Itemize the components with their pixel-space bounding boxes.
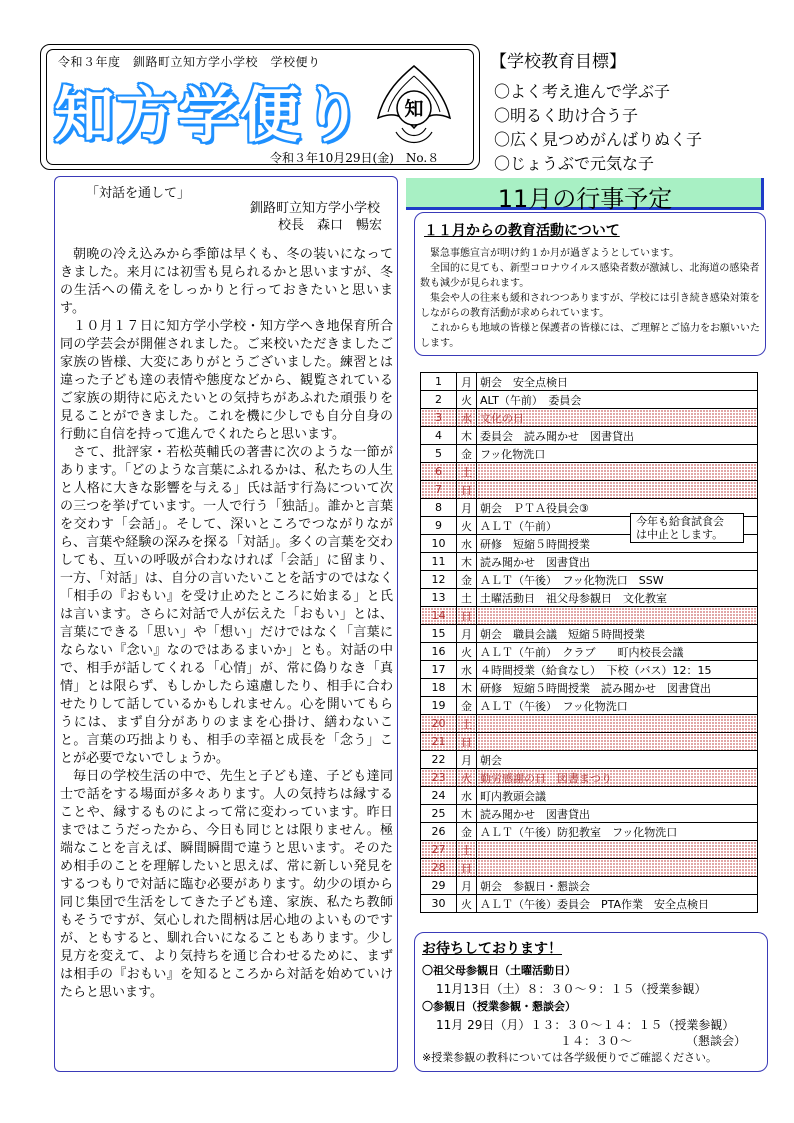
goals-title: 【学校教育目標】	[490, 52, 626, 72]
schedule-weekday: 日	[457, 481, 477, 499]
schedule-day: 8	[421, 499, 457, 517]
schedule-day: 22	[421, 751, 457, 769]
schedule-row	[421, 553, 758, 571]
schedule-event: ＡＬＴ（午後）防犯教室 フッ化物洗口	[477, 823, 758, 841]
schedule-weekday: 火	[457, 391, 477, 409]
schedule-weekday: 土	[457, 841, 477, 859]
schedule-day: 27	[421, 841, 457, 859]
schedule-event: 町内教頭会議	[477, 787, 758, 805]
education-body	[420, 246, 762, 351]
schedule-weekday: 日	[457, 607, 477, 625]
article-body	[60, 246, 393, 1002]
schedule-event: 委員会 読み聞かせ 図書貸出	[477, 427, 758, 445]
notice-item2-line2: １４：３０～ （懇談会）	[560, 1034, 747, 1048]
schedule-row	[421, 625, 758, 643]
schedule-day: 9	[421, 517, 457, 535]
schedule-day: 28	[421, 859, 457, 877]
notice-item2-title: 〇参観日（授業参観・懇談会）	[422, 1000, 576, 1013]
goals-list	[494, 80, 702, 176]
schedule-row	[421, 607, 758, 625]
schedule-event	[477, 859, 758, 877]
schedule-event: 朝会 職員会議 短縮５時間授業	[477, 625, 758, 643]
schedule-event: ＡＬＴ（午前） クラブ 町内校長会議	[477, 643, 758, 661]
schedule-row	[421, 463, 758, 481]
schedule-row	[421, 589, 758, 607]
schedule-row	[421, 787, 758, 805]
education-title: １１月からの教育活動について	[424, 223, 620, 239]
schedule-weekday: 火	[457, 517, 477, 535]
article-title: 「対話を通して」	[86, 186, 191, 201]
schedule-row	[421, 427, 758, 445]
schedule-row	[421, 391, 758, 409]
schedule-row	[421, 697, 758, 715]
schedule-row	[421, 805, 758, 823]
schedule-event: 研修 短縮５時間授業 読み聞かせ 図書貸出	[477, 679, 758, 697]
article-paragraph: さて、批評家・若松英輔氏の著書に次のような一節があります。「どのような言葉にふれるかは、私たちの人生と人格に大きな影響を与える」氏は話す行為について次の三つを挙げています。一人で行う「独話」。誰かと言葉を交わす「会話」。そして、深いところでつながりながら、言葉や経験の深みを探る「対話」。多くの言葉を交わしても、互いの呼吸が合わなければ「会話」に留まり、一方、「対話」は、自分の言いたいことを話すのではなく「相手の『おもい』を受け止めたところに始まる」と氏は言います。さらに対話で人が伝えた「おもい」とは、言葉にできる「思い」や「想い」だけではなく「言葉にならない『念い』なのではあるまいか」とも。対話の中で、相手が話してくれる「心情」が、常に偽りなき「真情」とは限らず、もしかしたら遠慮したり、相手に合わせたりして話しているかもしれません。心を開いてもらうには、まず自分がありのままを心掛け、繕わないこと。言葉の巧拙よりも、相手の幸福と成長を「念う」ことが必要でないでしょうか。	[60, 445, 393, 766]
schedule-day: 26	[421, 823, 457, 841]
schedule-weekday: 木	[457, 805, 477, 823]
schedule-weekday: 水	[457, 535, 477, 553]
schedule-weekday: 木	[457, 553, 477, 571]
goal-item: 〇明るく助け合う子	[494, 106, 639, 125]
schedule-event: ＡＬＴ（午前）	[477, 517, 758, 535]
schedule-row	[421, 481, 758, 499]
schedule-event: フッ化物洗口	[477, 445, 758, 463]
schedule-day: 20	[421, 715, 457, 733]
schedule-day: 5	[421, 445, 457, 463]
schedule-weekday: 月	[457, 625, 477, 643]
schedule-row	[421, 445, 758, 463]
schedule-event	[477, 715, 758, 733]
schedule-row	[421, 895, 758, 913]
schedule-day: 15	[421, 625, 457, 643]
notice-item1-detail: 11月13日（土）８：３０～９：１５（授業参観）	[436, 982, 707, 996]
schedule-row	[421, 409, 758, 427]
schedule-weekday: 月	[457, 751, 477, 769]
schedule-day: 19	[421, 697, 457, 715]
schedule-day: 17	[421, 661, 457, 679]
schedule-day: 21	[421, 733, 457, 751]
schedule-day: 10	[421, 535, 457, 553]
goal-item: 〇よく考え進んで学ぶ子	[494, 82, 671, 101]
article-author: 校長 森口 暢宏	[278, 218, 383, 233]
notice-title: お待ちしております！	[422, 941, 562, 957]
newsletter-title: 知方学便り	[54, 81, 364, 151]
schedule-day: 13	[421, 589, 457, 607]
schedule-row	[421, 751, 758, 769]
article-school: 釧路町立知方学小学校	[250, 201, 381, 216]
notice-item1-title: 〇祖父母参観日（土曜活動日）	[422, 964, 576, 977]
schedule-row	[421, 733, 758, 751]
schedule-event: 朝会 参観日・懇談会	[477, 877, 758, 895]
schedule-row	[421, 373, 758, 391]
schedule-weekday: 火	[457, 895, 477, 913]
schedule-event: ALT（午前） 委員会	[477, 391, 758, 409]
education-paragraph: 全国的に見ても、新型コロナウイルス感染者数が激減し、北海道の感染者数も減少が見られます。	[420, 263, 760, 289]
schedule-event: 読み聞かせ 図書貸出	[477, 553, 758, 571]
schedule-row	[421, 679, 758, 697]
schedule-event: 土曜活動日 祖父母参観日 文化教室	[477, 589, 758, 607]
schedule-event	[477, 481, 758, 499]
schedule-weekday: 土	[457, 715, 477, 733]
schedule-weekday: 木	[457, 679, 477, 697]
schedule-weekday: 金	[457, 823, 477, 841]
goal-item: 〇広く見つめがんばりぬく子	[494, 130, 703, 149]
lunch-tasting-note	[630, 513, 744, 543]
schedule-event: 朝会	[477, 751, 758, 769]
schedule-day: 3	[421, 409, 457, 427]
schedule-banner-text: 11月の行事予定	[497, 185, 673, 213]
article-paragraph: １０月１７日に知方学小学校・知方学へき地保育所合同の学芸会が開催されました。ご来校いただきましたご家族の皆様、大変にありがとうございました。練習とは違った子ども達の表情や態度などから、観覧されているご家族の期待に応えたいとの気持ちがあふれた頑張りを見ることができました。これを機に少しでも自分自身の行動に自信を持って進んでくれたらと思います。	[60, 319, 393, 442]
schedule-day: 24	[421, 787, 457, 805]
schedule-weekday: 木	[457, 427, 477, 445]
schedule-day: 2	[421, 391, 457, 409]
notice-item2-line1: 11月 29日（月）１３：３０～１４：１５（授業参観）	[436, 1018, 735, 1032]
schedule-event	[477, 607, 758, 625]
schedule-row	[421, 571, 758, 589]
schedule-weekday: 金	[457, 697, 477, 715]
schedule-day: 11	[421, 553, 457, 571]
schedule-event: 朝会 安全点検日	[477, 373, 758, 391]
schedule-event: ４時間授業（給食なし） 下校（バス）12：15	[477, 661, 758, 679]
notice-footnote: ※授業参観の教科については各学級便りでご確認ください。	[422, 1051, 717, 1064]
schedule-weekday: 火	[457, 643, 477, 661]
schedule-weekday: 月	[457, 373, 477, 391]
schedule-event	[477, 841, 758, 859]
schedule-row	[421, 661, 758, 679]
education-paragraph: 緊急事態宣言が明け約１か月が過ぎようとしています。	[430, 248, 680, 259]
schedule-weekday: 日	[457, 859, 477, 877]
schedule-day: 6	[421, 463, 457, 481]
schedule-day: 12	[421, 571, 457, 589]
education-paragraph: 集会や人の往来も緩和されつつありますが、学校には引き続き感染対策をしながらの教育活動が求められています。	[420, 293, 760, 319]
schedule-day: 7	[421, 481, 457, 499]
schedule-day: 1	[421, 373, 457, 391]
schedule-weekday: 金	[457, 445, 477, 463]
schedule-row	[421, 841, 758, 859]
schedule-day: 18	[421, 679, 457, 697]
schedule-row	[421, 715, 758, 733]
schedule-row	[421, 643, 758, 661]
schedule-event: 勤労感謝の日 図書まつり	[477, 769, 758, 787]
schedule-weekday: 水	[457, 787, 477, 805]
schedule-event	[477, 463, 758, 481]
newsletter-header-line: 令和３年度 釧路町立知方学小学校 学校便り	[58, 55, 321, 69]
schedule-day: 30	[421, 895, 457, 913]
education-paragraph: これからも地域の皆様と保護者の皆様には、ご理解とご協力をお願いいたします。	[420, 323, 760, 349]
schedule-weekday: 水	[457, 409, 477, 427]
schedule-table	[420, 372, 758, 913]
schedule-event: 読み聞かせ 図書貸出	[477, 805, 758, 823]
schedule-event: ＡＬＴ（午後） フッ化物洗口	[477, 697, 758, 715]
schedule-event: ＡＬＴ（午後） フッ化物洗口 SSW	[477, 571, 758, 589]
schedule-weekday: 土	[457, 589, 477, 607]
schedule-row	[421, 859, 758, 877]
school-emblem-icon	[374, 62, 454, 146]
schedule-weekday: 火	[457, 769, 477, 787]
schedule-weekday: 水	[457, 661, 477, 679]
schedule-row	[421, 823, 758, 841]
schedule-day: 29	[421, 877, 457, 895]
issue-date: 令和３年10月29日(金) No.８	[270, 151, 440, 165]
schedule-day: 23	[421, 769, 457, 787]
schedule-event: 朝会 ＰＴＡ役員会③	[477, 499, 758, 517]
schedule-weekday: 土	[457, 463, 477, 481]
schedule-event	[477, 733, 758, 751]
lunch-note-line: 今年も給食試食会	[636, 515, 724, 528]
schedule-event: 文化の日	[477, 409, 758, 427]
schedule-row	[421, 769, 758, 787]
goal-item: 〇じょうぶで元気な子	[494, 154, 655, 173]
schedule-event: ＡＬＴ（午後）委員会 PTA作業 安全点検日	[477, 895, 758, 913]
lunch-note-line: は中止とします。	[636, 528, 724, 541]
schedule-weekday: 日	[457, 733, 477, 751]
schedule-weekday: 月	[457, 877, 477, 895]
article-paragraph: 朝晩の冷え込みから季節は早くも、冬の装いになってきました。来月には初雪も見られるかと思いますが、冬の生活への備えをしっかりと行っておきたいと思います。	[60, 247, 393, 316]
schedule-event: 研修 短縮５時間授業	[477, 535, 758, 553]
schedule-day: 14	[421, 607, 457, 625]
schedule-day: 25	[421, 805, 457, 823]
schedule-day: 4	[421, 427, 457, 445]
schedule-day: 16	[421, 643, 457, 661]
schedule-row	[421, 877, 758, 895]
schedule-weekday: 月	[457, 499, 477, 517]
schedule-weekday: 金	[457, 571, 477, 589]
article-paragraph: 毎日の学校生活の中で、先生と子ども達、子ども達同士で話をする場面が多々あります。人の気持ちは縁することや、縁するものによって常に変わっています。昨日まではこうだったから、今日も同じとは限りません。極端なことを言えば、瞬間瞬間で違うと思います。そのため相手のことを理解したいと思えば、常に新しい発見をするつもりで対話に臨む必要があります。幼少の頃から同じ集団で生活をしてきた子ども達、家族、私たち教師もそうですが、気心しれた間柄は居心地のよいものですが、ともすると、馴れ合いになることもあります。少し見方を変えて、より気持ちを通じ合わせるために、まずは相手の『おもい』を知るところから対話を始めていけたらと思います。	[60, 769, 393, 1000]
emblem-char: 知	[404, 98, 424, 120]
